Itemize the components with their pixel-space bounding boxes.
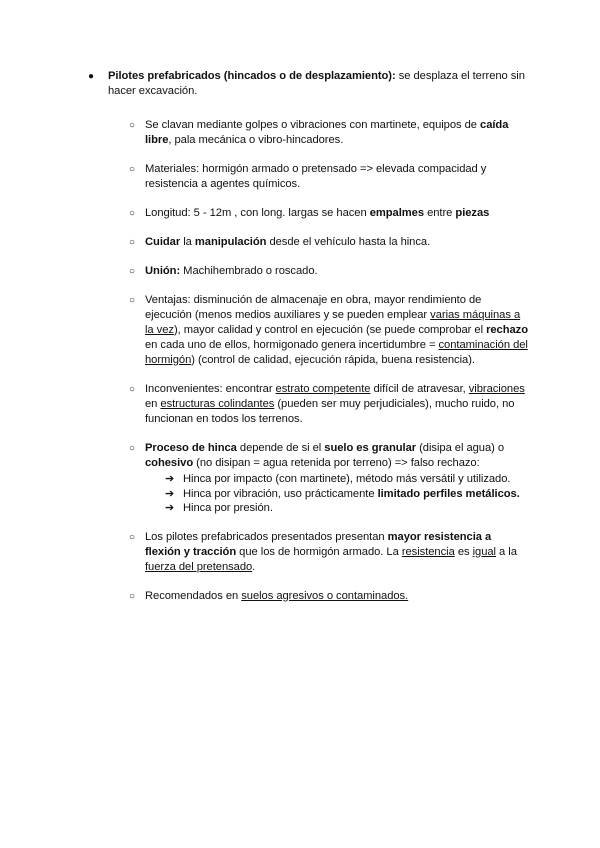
bullet-circle-icon: ○: [129, 384, 135, 395]
bullet-circle-icon: ○: [129, 120, 135, 131]
text-run: entre: [424, 207, 456, 219]
bullet-circle-icon: ○: [129, 443, 135, 454]
text-run: Se clavan mediante golpes o vibraciones con martinete, equipos de: [145, 119, 481, 131]
list-item-text: [145, 590, 408, 602]
text-run: Inconvenientes: encontrar: [145, 383, 276, 395]
text-run: Los pilotes prefabricados presentados presentan: [145, 530, 388, 543]
text-run: en cada uno de ellos, hormigonado genera incertidumbre =: [145, 339, 439, 351]
underlined-run: estrato competente: [275, 383, 371, 395]
list-item-text: [145, 531, 517, 573]
list-item: [88, 264, 528, 279]
list-item-text: [145, 207, 489, 219]
text-run: Machihembrado o roscado.: [180, 265, 318, 277]
document-body: [88, 69, 528, 604]
bullet-circle-icon: ○: [129, 266, 135, 277]
bullet-circle-icon: ○: [129, 590, 135, 602]
bold-run: piezas: [455, 207, 490, 219]
underlined-run: contaminación del hormigón: [145, 339, 528, 366]
arrow-right-icon: ➔: [165, 502, 175, 514]
list-item-text: [145, 236, 430, 248]
list-item: [88, 293, 528, 368]
bullet-circle-icon: ○: [129, 164, 135, 175]
bold-run: manipulación: [194, 236, 267, 248]
bullet-circle-icon: ○: [129, 295, 135, 306]
list-item-text: [145, 383, 525, 425]
bullet-circle-icon: ○: [129, 531, 135, 543]
bold-run: empalmes: [369, 207, 425, 219]
text-run: (disipa el agua) o: [416, 442, 505, 454]
sub-list-item: [145, 501, 528, 516]
underlined-run: resistencia: [401, 545, 455, 558]
list-item-text: [145, 442, 504, 469]
intro-text: se desplaza el terreno sin hacer excavación.: [108, 70, 525, 97]
bold-run: Cuidar: [145, 236, 181, 248]
list-item: [88, 589, 528, 604]
bold-run: rechazo: [486, 324, 529, 336]
bold-run: mayor resistencia a flexión y tracción: [145, 530, 492, 558]
sub-list-item: [145, 487, 528, 502]
text-run: Hinca por impacto (con martinete), método más versátil y utilizado.: [183, 473, 511, 485]
list-item: [88, 530, 528, 575]
bold-run: cohesivo: [145, 457, 194, 469]
list-item-text: [145, 119, 508, 146]
bullet-circle-icon: ○: [129, 237, 135, 248]
bold-run: suelo es granular: [324, 442, 417, 454]
bold-run: Unión:: [145, 265, 181, 277]
underlined-run: fuerza del pretensado: [145, 560, 253, 573]
list-item: [88, 441, 528, 516]
text-run: que los de hormigón armado. La: [236, 545, 402, 558]
text-run: ), mayor calidad y control en ejecución (se puede comprobar el: [173, 324, 487, 336]
list-item-text: [145, 163, 486, 190]
text-run: Ventajas: disminución de almacenaje en obra, mayor rendimiento de ejecución (menos medios auxiliares y se pueden emplear: [145, 294, 482, 321]
sub-list-item: [145, 472, 528, 487]
underlined-run: varias máquinas a la vez: [145, 309, 521, 336]
text-run: a la: [496, 545, 517, 558]
underlined-run: vibraciones: [468, 383, 525, 395]
text-run: es: [454, 545, 473, 558]
text-run: Longitud: 5 - 12m , con long. largas se hacen: [145, 207, 370, 219]
intro-heading: Pilotes prefabricados (hincados o de desplazamiento):: [108, 70, 396, 82]
sub-list: [145, 472, 528, 516]
text-run: (pueden ser muy perjudiciales), mucho ruido, no funcionan en todos los terrenos.: [145, 398, 515, 425]
text-run: , pala mecánica o vibro-hincadores.: [168, 134, 344, 146]
text-run: desde el vehículo hasta la hinca.: [266, 236, 431, 248]
list-item: [88, 162, 528, 192]
arrow-right-icon: ➔: [165, 473, 175, 485]
text-run: la: [180, 236, 195, 248]
text-run: (no disipan = agua retenida por terreno) => falso rechazo:: [193, 457, 480, 469]
arrow-right-icon: ➔: [165, 487, 175, 500]
intro-item: [88, 69, 528, 99]
bullet-disc-icon: ●: [88, 71, 94, 82]
bold-run: Proceso de hinca: [145, 442, 237, 454]
list-item: [88, 382, 528, 427]
bullet-circle-icon: ○: [129, 208, 135, 219]
list-item: [88, 118, 528, 148]
list-item-text: [145, 265, 318, 277]
text-run: ) (control de calidad, ejecución rápida, buena resistencia).: [191, 354, 475, 366]
underlined-run: estructuras colindantes: [160, 398, 275, 410]
underlined-run: igual: [472, 545, 496, 558]
list-item: [88, 235, 528, 250]
bold-run: limitado perfiles metálicos.: [377, 487, 520, 500]
text-run: depende de si el: [236, 442, 325, 454]
level1-list: [88, 69, 528, 99]
sub-list-item-text: [183, 502, 273, 514]
text-run: difícil de atravesar,: [370, 383, 469, 395]
bold-run: caída libre: [145, 119, 509, 146]
level2-list: [88, 118, 528, 604]
text-run: Hinca por presión.: [183, 502, 273, 514]
list-item-text: [145, 294, 528, 366]
list-item: [88, 206, 528, 221]
text-run: Materiales: hormigón armado o pretensado => elevada compacidad y resistencia a agentes químicos.: [145, 163, 487, 190]
underlined-run: suelos agresivos o contaminados.: [241, 589, 409, 602]
text-run: .: [252, 560, 256, 573]
text-run: Recomendados en: [145, 589, 242, 602]
text-run: Hinca por vibración, uso prácticamente: [183, 487, 378, 500]
sub-list-item-text: [183, 473, 510, 485]
sub-list-item-text: [183, 488, 520, 500]
text-run: en: [145, 398, 161, 410]
